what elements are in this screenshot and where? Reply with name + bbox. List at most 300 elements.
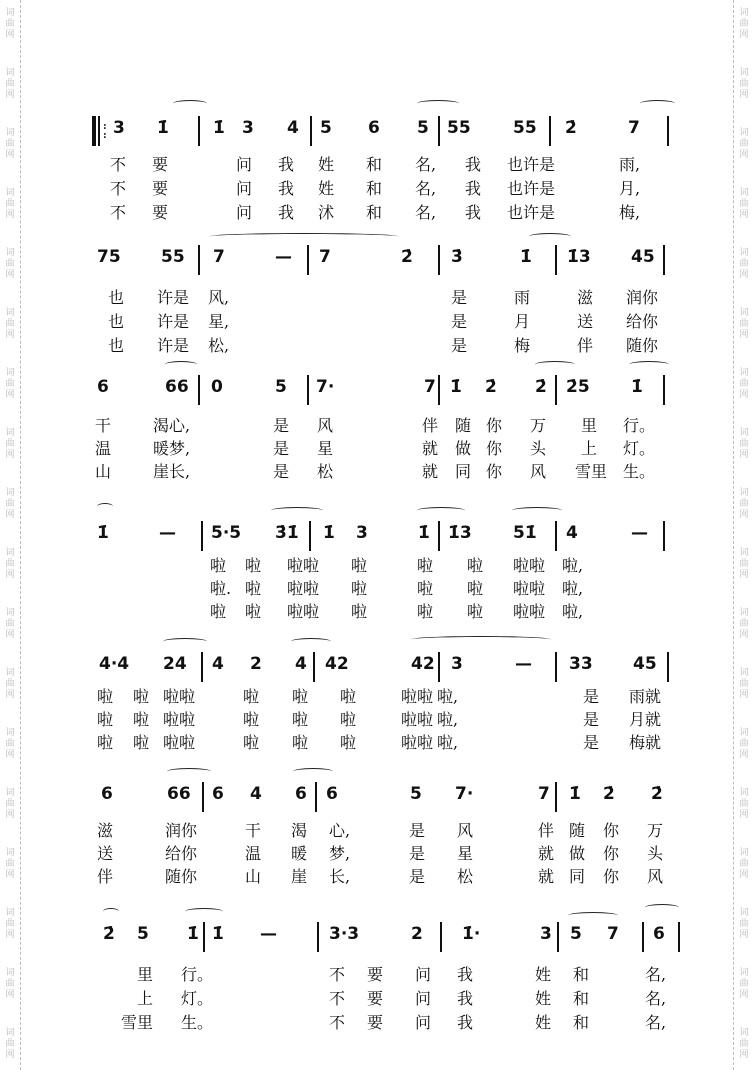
- lyric: 和: [366, 179, 383, 198]
- note: 1̇: [187, 924, 199, 944]
- lyric: 随你: [165, 867, 198, 886]
- lyric: 啦: [243, 710, 260, 729]
- lyric: 我: [278, 179, 295, 198]
- lyric: 是: [409, 867, 426, 886]
- lyric: 啦啦: [163, 710, 196, 729]
- lyric: 啦: [467, 556, 484, 575]
- lyric: 啦: [210, 556, 227, 575]
- watermark-text: 词 曲 网: [739, 428, 749, 460]
- watermark-text: 词 曲 网: [739, 368, 749, 400]
- lyric: 送: [577, 312, 594, 331]
- notation-row-4: [95, 517, 670, 551]
- lyric: 啦,: [562, 556, 584, 575]
- lyric: 也: [108, 336, 125, 355]
- slur: [529, 233, 571, 240]
- slur: [163, 638, 207, 645]
- lyric-line-2: [95, 843, 670, 867]
- lyric: 滋: [577, 288, 594, 307]
- lyric-line-2: [95, 311, 670, 335]
- note: 0: [211, 377, 223, 397]
- bar-line: [317, 922, 319, 952]
- note: 5: [320, 118, 332, 138]
- lyric: 要: [152, 155, 169, 174]
- watermark-text: 词 曲 网: [5, 908, 15, 940]
- note: 1̇: [569, 784, 581, 804]
- lyric: 给你: [165, 844, 198, 863]
- note: 66: [167, 784, 191, 804]
- lyric: 万: [530, 416, 547, 435]
- lyric: 要: [152, 179, 169, 198]
- lyric: 崖长,: [153, 462, 191, 481]
- bar-line: [663, 375, 665, 405]
- note: 3: [451, 654, 463, 674]
- lyric: 随: [455, 416, 472, 435]
- watermark-text: 词 曲 网: [5, 368, 15, 400]
- lyric: 月,: [619, 179, 641, 198]
- lyric: 名,: [645, 1013, 667, 1032]
- lyric: 啦啦: [287, 579, 320, 598]
- lyric: 头: [647, 844, 664, 863]
- lyric: 姓: [535, 1013, 552, 1032]
- note: 45: [633, 654, 657, 674]
- lyric: 山: [245, 867, 262, 886]
- lyric-line-3: [95, 335, 670, 359]
- lyric-line-1: [95, 287, 670, 311]
- lyric: 啦: [417, 602, 434, 621]
- lyric: 你: [486, 439, 503, 458]
- lyric: 我: [278, 155, 295, 174]
- slur: [165, 361, 197, 368]
- lyric: 也许是: [507, 155, 556, 174]
- bar-line: [667, 116, 669, 146]
- lyric: 也: [108, 312, 125, 331]
- lyric: 山: [95, 462, 112, 481]
- lyric: 啦: [97, 687, 114, 706]
- slur: [293, 768, 333, 775]
- lyric: 梦,: [329, 844, 351, 863]
- lyric: 月就: [629, 710, 662, 729]
- lyric: 干: [95, 416, 112, 435]
- lyric: 生。: [623, 462, 656, 481]
- watermark-text: 词 曲 网: [5, 308, 15, 340]
- lyric: 啦: [97, 733, 114, 752]
- lyric-line-3: [95, 732, 670, 756]
- watermark-text: 词 曲 网: [739, 248, 749, 280]
- lyric-line-3: [95, 461, 670, 485]
- bar-line: [198, 116, 200, 146]
- lyric: 风: [647, 867, 664, 886]
- watermark-text: 词 曲 网: [739, 668, 749, 700]
- lyric-line-3: [95, 202, 670, 226]
- bar-line: [438, 245, 440, 275]
- lyric: 也许是: [507, 203, 556, 222]
- note: 1̇: [157, 118, 169, 138]
- lyric: 是: [451, 312, 468, 331]
- lyric: 啦,: [562, 579, 584, 598]
- watermark-text: 词 曲 网: [5, 8, 15, 40]
- note: —: [159, 523, 176, 543]
- bar-line: [98, 116, 100, 146]
- lyric: 名,: [415, 203, 437, 222]
- bar-line: [663, 521, 665, 551]
- note: 33: [569, 654, 593, 674]
- bar-line: [557, 922, 559, 952]
- lyric: 是: [583, 733, 600, 752]
- bar-line: [678, 922, 680, 952]
- lyric: 暖梦,: [153, 439, 191, 458]
- lyric: 我: [457, 1013, 474, 1032]
- watermark-text: 词 曲 网: [5, 668, 15, 700]
- lyric: 松,: [208, 336, 230, 355]
- lyric: 随: [569, 821, 586, 840]
- watermark-text: 词 曲 网: [5, 128, 15, 160]
- lyric: 啦.: [210, 579, 232, 598]
- note: 3: [540, 924, 552, 944]
- watermark-text: 词 曲 网: [739, 8, 749, 40]
- lyric: 姓: [318, 155, 335, 174]
- note: 1̇3: [567, 247, 591, 267]
- lyric: 伴: [577, 336, 594, 355]
- note: 5: [275, 377, 287, 397]
- lyric: 我: [457, 965, 474, 984]
- note: —: [515, 654, 532, 674]
- lyric: 是: [451, 336, 468, 355]
- lyric-line-1: [95, 154, 670, 178]
- lyric: 风,: [208, 288, 230, 307]
- watermark-text: 词 曲 网: [739, 788, 749, 820]
- watermark-text: 词 曲 网: [5, 548, 15, 580]
- note: 5: [570, 924, 582, 944]
- lyric: 要: [367, 1013, 384, 1032]
- watermark-text: 词 曲 网: [739, 308, 749, 340]
- notation-row-7: [95, 918, 670, 952]
- lyric: 不: [329, 989, 346, 1008]
- note: 3: [242, 118, 254, 138]
- lyric: 名,: [645, 965, 667, 984]
- notation-row-3: [95, 371, 670, 405]
- lyric: 暖: [291, 844, 308, 863]
- lyric: 你: [603, 844, 620, 863]
- lyric: 和: [573, 989, 590, 1008]
- lyric: 伴: [422, 416, 439, 435]
- lyric: 给你: [626, 312, 659, 331]
- note: —: [275, 247, 292, 267]
- note: 55: [161, 247, 185, 267]
- lyric: 雨就: [629, 687, 662, 706]
- note: 7: [628, 118, 640, 138]
- lyric: 是: [583, 687, 600, 706]
- lyric: 星,: [208, 312, 230, 331]
- lyric: 和: [573, 965, 590, 984]
- lyric: 是: [273, 462, 290, 481]
- lyric: 姓: [535, 965, 552, 984]
- bar-line: [310, 116, 312, 146]
- lyric: 啦啦: [287, 602, 320, 621]
- lyric: 啦: [133, 687, 150, 706]
- notation-row-2: [95, 241, 670, 275]
- lyric: 啦: [243, 687, 260, 706]
- lyric: 伴: [538, 821, 555, 840]
- watermark-text: 词 曲 网: [739, 968, 749, 1000]
- note: 1̇: [213, 118, 225, 138]
- note: —: [631, 523, 648, 543]
- lyric: 心,: [329, 821, 351, 840]
- lyric: 干: [245, 821, 262, 840]
- lyric: 啦,: [437, 687, 459, 706]
- lyric: 就: [538, 844, 555, 863]
- note: 51̇: [513, 523, 537, 543]
- lyric: 不: [329, 1013, 346, 1032]
- lyric-line-2: [95, 438, 670, 462]
- bar-line: [438, 116, 440, 146]
- note: 2: [250, 654, 262, 674]
- lyric: 渴: [291, 821, 308, 840]
- lyric: 啦,: [562, 602, 584, 621]
- lyric: 不: [110, 179, 127, 198]
- lyric: 啦: [210, 602, 227, 621]
- note: —: [260, 924, 277, 944]
- lyric: 啦啦: [401, 687, 434, 706]
- lyric: 问: [236, 203, 253, 222]
- note: 2̇: [103, 924, 115, 944]
- bar-line: [198, 375, 200, 405]
- lyric: 行。: [623, 416, 656, 435]
- note: 1̇: [212, 924, 224, 944]
- lyric: 啦: [417, 556, 434, 575]
- slur: [173, 100, 207, 107]
- note: 4: [287, 118, 299, 138]
- note: 24: [163, 654, 187, 674]
- note: 1̇·: [462, 924, 481, 944]
- lyric: 润你: [626, 288, 659, 307]
- lyric: 我: [465, 203, 482, 222]
- slur: [271, 507, 323, 514]
- lyric: 是: [583, 710, 600, 729]
- lyric: 啦啦: [513, 556, 546, 575]
- lyric: 问: [415, 965, 432, 984]
- slur: [568, 912, 618, 919]
- watermark-text: 词 曲 网: [5, 428, 15, 460]
- note: 3: [113, 118, 125, 138]
- note: 55: [513, 118, 537, 138]
- lyric: 不: [329, 965, 346, 984]
- slur: [209, 233, 399, 240]
- slur: [291, 638, 331, 645]
- lyric: 润你: [165, 821, 198, 840]
- lyric-line-2: [95, 988, 670, 1012]
- note: 2̇: [651, 784, 663, 804]
- bar-line: [663, 245, 665, 275]
- lyric: 是: [451, 288, 468, 307]
- lyric: 许是: [157, 312, 190, 331]
- note: 75: [97, 247, 121, 267]
- watermark-text: 词 曲 网: [739, 188, 749, 220]
- bar-line: [315, 782, 317, 812]
- lyric: 啦啦: [401, 710, 434, 729]
- note: 1̇: [631, 377, 643, 397]
- lyric: 月: [514, 312, 531, 331]
- note: 7: [607, 924, 619, 944]
- note: 55: [447, 118, 471, 138]
- lyric: 星: [457, 844, 474, 863]
- watermark-text: 词 曲 网: [739, 608, 749, 640]
- lyric: 啦: [351, 579, 368, 598]
- lyric: 梅,: [619, 203, 641, 222]
- lyric: 就: [422, 439, 439, 458]
- lyric: 姓: [535, 989, 552, 1008]
- lyric: 不: [110, 203, 127, 222]
- bar-line: [309, 521, 311, 551]
- note: 3̇: [451, 247, 463, 267]
- watermark-text: 词 曲 网: [739, 68, 749, 100]
- lyric: 风: [317, 416, 334, 435]
- lyric-line-1: [95, 415, 670, 439]
- slur: [645, 904, 679, 911]
- lyric: 送: [97, 844, 114, 863]
- note: 2̇: [485, 377, 497, 397]
- lyric: 名,: [415, 155, 437, 174]
- lyric: 你: [603, 821, 620, 840]
- lyric: 啦啦: [287, 556, 320, 575]
- note: 3̇1̇: [275, 523, 299, 543]
- lyric: 松: [317, 462, 334, 481]
- lyric: 也: [108, 288, 125, 307]
- notation-row-1: [95, 112, 670, 146]
- lyric: 啦啦: [513, 579, 546, 598]
- lyric: 和: [366, 155, 383, 174]
- lyric: 问: [415, 1013, 432, 1032]
- lyric: 风: [530, 462, 547, 481]
- lyric: 做: [455, 439, 472, 458]
- bar-line: [203, 922, 205, 952]
- lyric: 雨: [514, 288, 531, 307]
- watermark-text: 词 曲 网: [5, 968, 15, 1000]
- note: 5: [137, 924, 149, 944]
- lyric-line-2: [95, 578, 670, 602]
- lyric: 啦: [133, 710, 150, 729]
- note: 7: [319, 247, 331, 267]
- lyric: 是: [409, 844, 426, 863]
- lyric: 啦: [417, 579, 434, 598]
- note: 4: [566, 523, 578, 543]
- repeat-dots: : :: [103, 121, 107, 141]
- bar-line: [555, 782, 557, 812]
- watermark-text: 词 曲 网: [5, 68, 15, 100]
- note: 42: [411, 654, 435, 674]
- note: 4: [295, 654, 307, 674]
- slur: [535, 361, 575, 368]
- note: 66: [165, 377, 189, 397]
- watermark-text: 词 曲 网: [739, 548, 749, 580]
- lyric: 啦: [292, 687, 309, 706]
- lyric: 崖: [291, 867, 308, 886]
- watermark-text: 词 曲 网: [739, 488, 749, 520]
- watermark-text: 词 曲 网: [5, 788, 15, 820]
- lyric: 啦: [245, 579, 262, 598]
- lyric-line-1: [95, 820, 670, 844]
- lyric-line-3: [95, 866, 670, 890]
- bar-line: [555, 652, 557, 682]
- lyric: 松: [457, 867, 474, 886]
- note: 3·3: [329, 924, 360, 944]
- lyric: 要: [367, 965, 384, 984]
- lyric: 上: [581, 439, 598, 458]
- note: 45: [631, 247, 655, 267]
- lyric: 你: [486, 462, 503, 481]
- lyric: 渴心,: [153, 416, 191, 435]
- slur: [411, 636, 551, 643]
- slur: [167, 768, 211, 775]
- lyric: 上: [137, 989, 154, 1008]
- bar-line: [313, 652, 315, 682]
- lyric: 啦: [467, 602, 484, 621]
- note: 6: [295, 784, 307, 804]
- note: 7: [538, 784, 550, 804]
- lyric: 我: [278, 203, 295, 222]
- watermark-text: 词 曲 网: [739, 1028, 749, 1060]
- note: 2̇5: [566, 377, 590, 397]
- watermark-text: 词 曲 网: [739, 848, 749, 880]
- bar-line: [438, 375, 440, 405]
- bar-line: [440, 922, 442, 952]
- note: 1̇: [418, 523, 430, 543]
- lyric: 行。: [181, 965, 214, 984]
- note: 2̇: [603, 784, 615, 804]
- lyric: 灯。: [623, 439, 656, 458]
- note: 2: [411, 924, 423, 944]
- note: 5·5: [211, 523, 242, 543]
- lyric: 滋: [97, 821, 114, 840]
- note: 2̇: [535, 377, 547, 397]
- lyric: 啦: [340, 687, 357, 706]
- watermark-text: 词 曲 网: [5, 1028, 15, 1060]
- note: 7·: [455, 784, 474, 804]
- lyric: 姓: [318, 179, 335, 198]
- lyric: 啦啦: [163, 733, 196, 752]
- bar-line: [555, 245, 557, 275]
- note: 6: [326, 784, 338, 804]
- watermark-text: 词 曲 网: [5, 728, 15, 760]
- lyric-line-2: [95, 709, 670, 733]
- bar-line: [555, 375, 557, 405]
- note: 6: [101, 784, 113, 804]
- notation-row-6: [95, 778, 670, 812]
- lyric: 问: [415, 989, 432, 1008]
- note: 4·4: [99, 654, 130, 674]
- slur: [417, 100, 459, 107]
- lyric: 啦: [245, 556, 262, 575]
- lyric: 同: [455, 462, 472, 481]
- lyric: 长,: [329, 867, 351, 886]
- lyric: 雨,: [619, 155, 641, 174]
- lyric: 许是: [157, 288, 190, 307]
- bar-line: [549, 116, 551, 146]
- note: 2̇: [401, 247, 413, 267]
- lyric: 温: [95, 439, 112, 458]
- lyric-line-3: [95, 1012, 670, 1036]
- bar-line: [307, 375, 309, 405]
- lyric: 雪里: [121, 1013, 154, 1032]
- note: 6: [97, 377, 109, 397]
- lyric: 我: [457, 989, 474, 1008]
- lyric-line-2: [95, 178, 670, 202]
- slur: [417, 507, 465, 514]
- lyric: 风: [457, 821, 474, 840]
- lyric: 问: [236, 155, 253, 174]
- bar-line: [438, 652, 440, 682]
- lyric: 啦啦: [163, 687, 196, 706]
- note: 4: [250, 784, 262, 804]
